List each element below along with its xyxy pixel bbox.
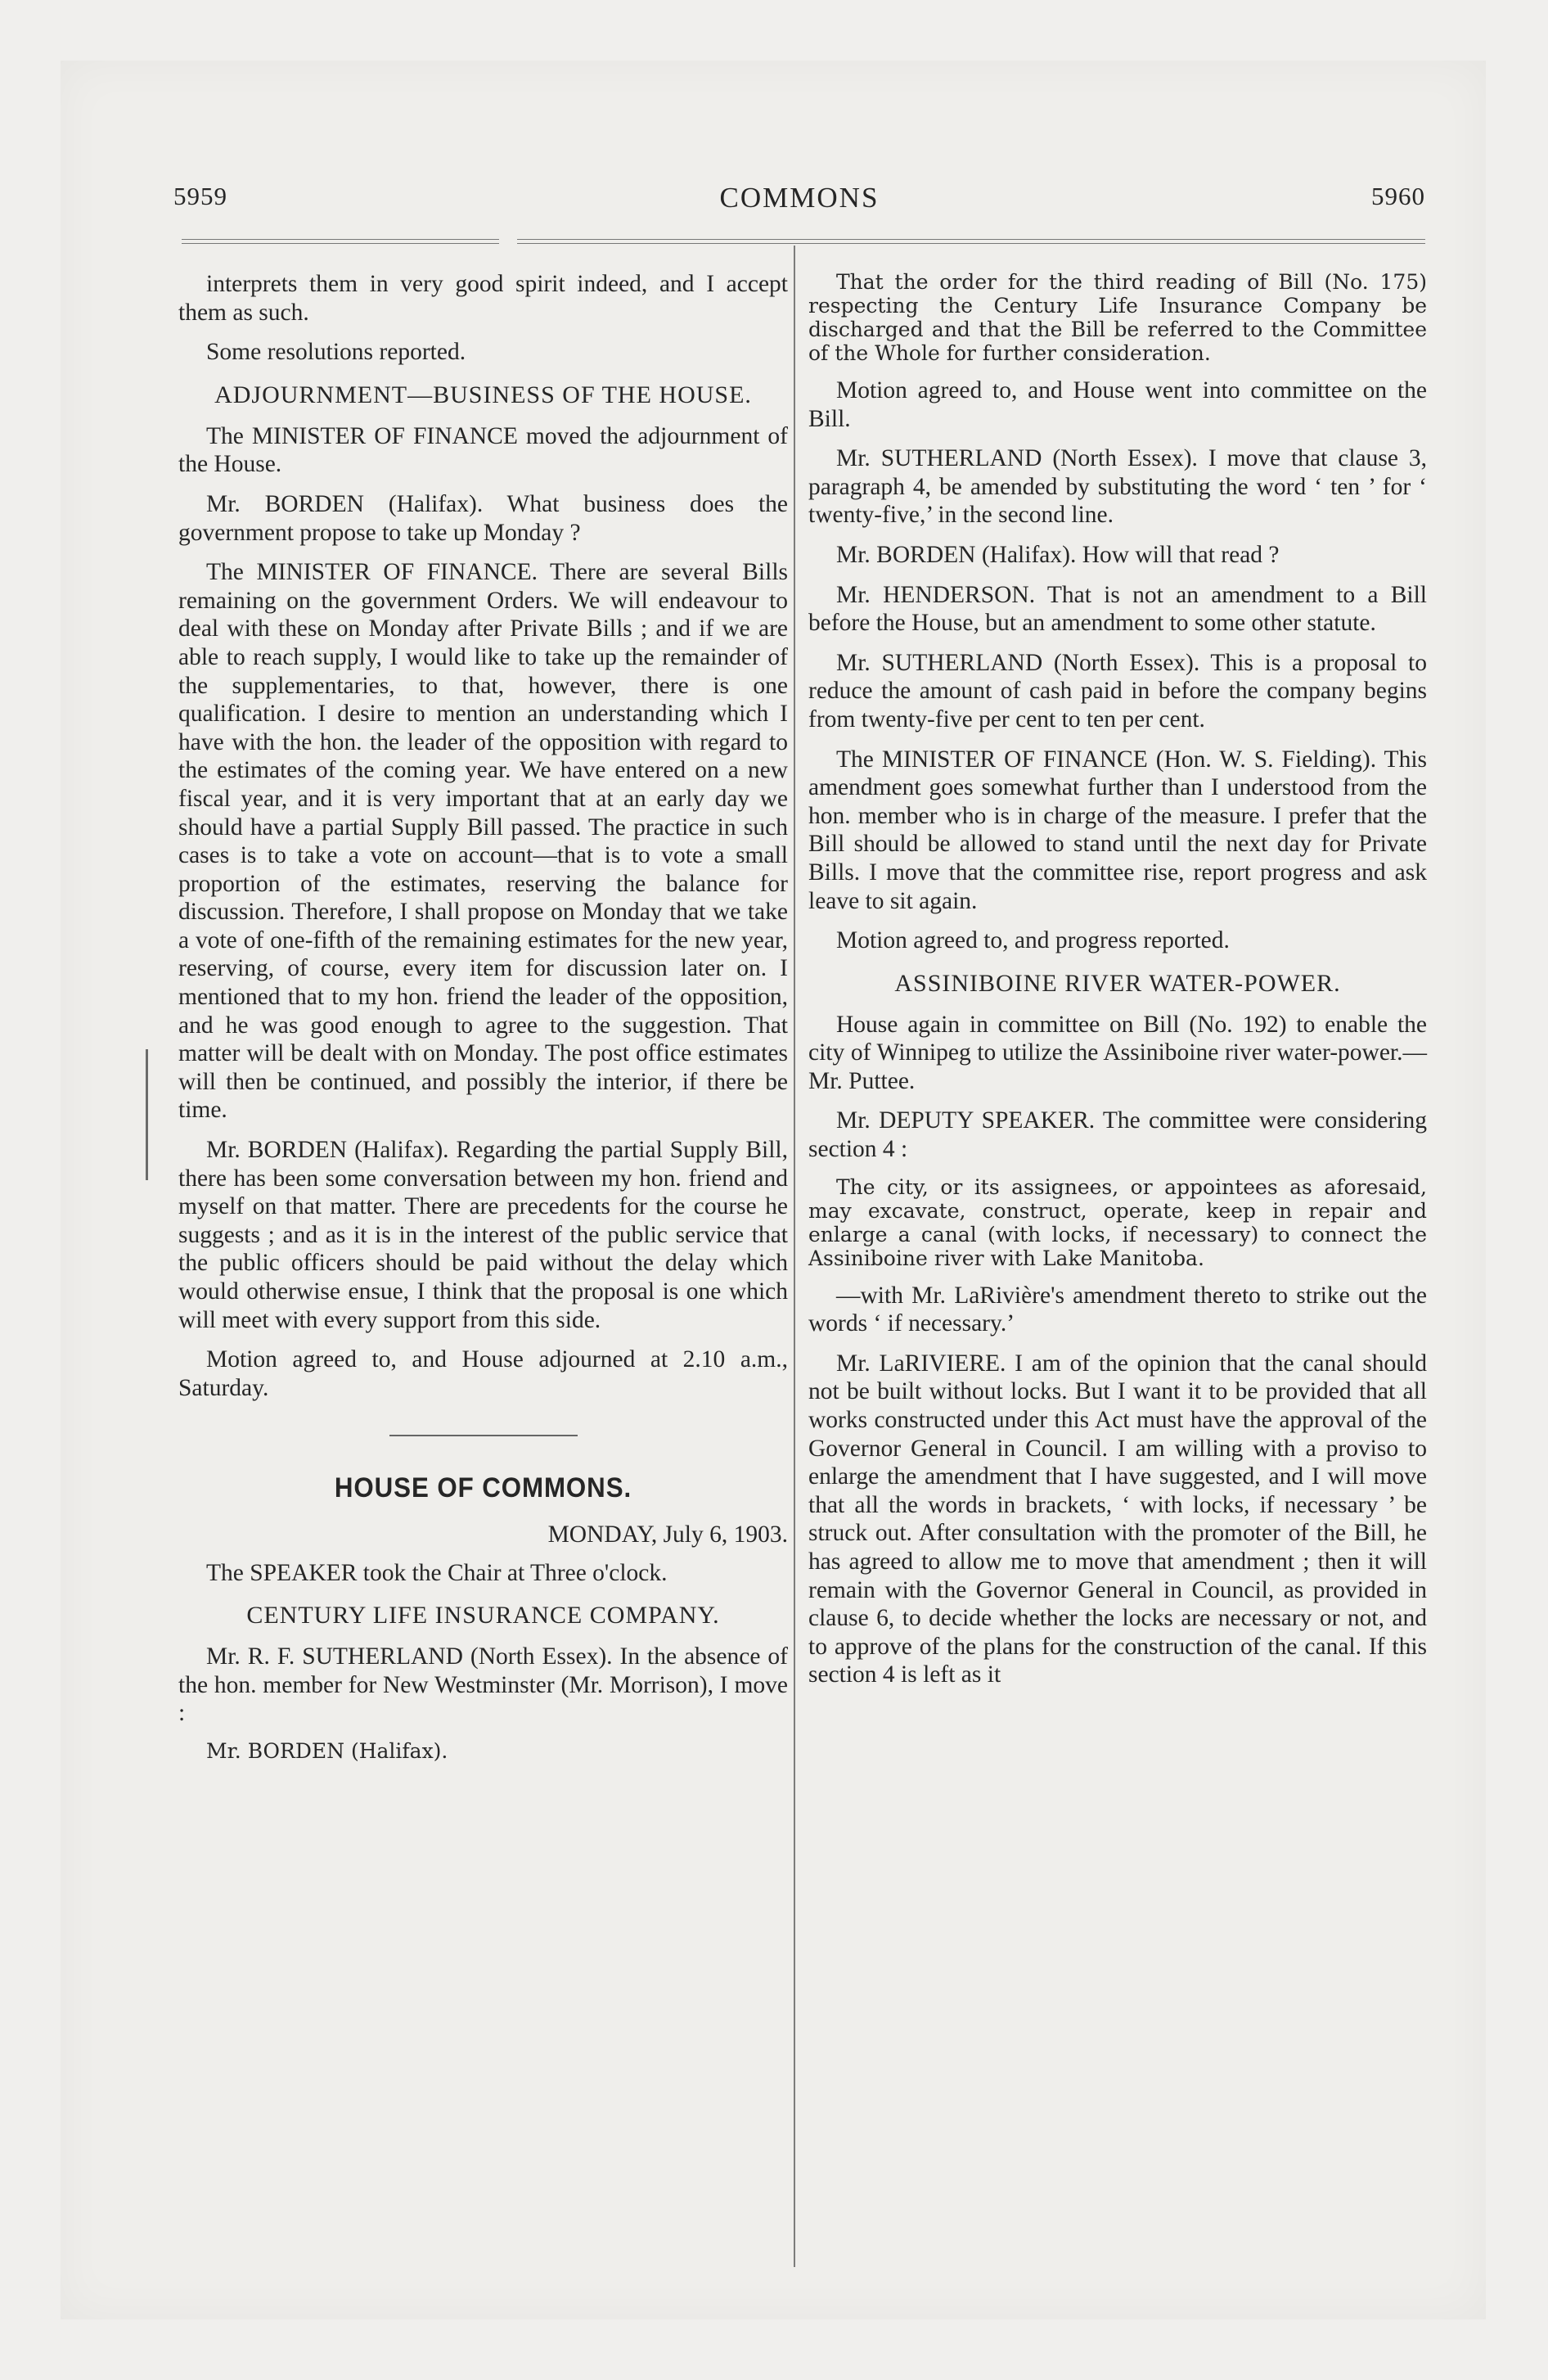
- paragraph: Motion agreed to, and House adjourned at 2.10 a.m., Saturday.: [178, 1346, 788, 1401]
- paragraph: interprets them in very good spirit indeed, and I accept them as such.: [178, 271, 788, 326]
- paragraph: The MINISTER OF FINANCE (Hon. W. S. Fielding). This amendment goes somewhat further than I understood from the hon. member who is in charge of the measure. I prefer that the Bill should be allowed to stand until the next day for Private Bills. I move that the committee rise, report progress and ask leave to sit again.: [808, 746, 1427, 914]
- right-page-number: 5960: [1371, 182, 1425, 210]
- header-rule-left: [182, 239, 499, 244]
- paragraph: Some resolutions reported.: [206, 339, 466, 366]
- paragraph: Mr. SUTHERLAND (North Essex). This is a proposal to reduce the amount of cash paid in before the company begins from twenty-five per cent to ten per cent.: [808, 649, 1427, 732]
- margin-mark: [146, 1049, 148, 1180]
- sitting-date: MONDAY, July 6, 1903.: [547, 1521, 788, 1548]
- paragraph: Mr. R. F. SUTHERLAND (North Essex). In the absence of the hon. member for New Westminster (Mr. Morrison), I move :: [178, 1643, 788, 1727]
- quoted-text: That the order for the third reading of Bill (No. 175) respecting the Century Life Insurance Company be discharged and that the Bill be referred to the Committee of the Whole for further consideration.: [808, 270, 1427, 365]
- paragraph: Motion agreed to, and House went into committee on the Bill.: [808, 377, 1427, 432]
- page-header: [173, 182, 1425, 231]
- paragraph: The MINISTER OF FINANCE moved the adjournment of the House.: [178, 422, 788, 478]
- paragraph: Mr. LaRIVIERE. I am of the opinion that the canal should not be built without locks. But I want it to be provided that all works constructed under this Act must have the approval of the Governor General in Council. I am willing with a proviso to enlarge the amendment that I have suggested, and I will move that all the words in brackets, ‘ with locks, if necessary ’ be struck out. After consultation with the promoter of the Bill, he has agreed to allow me to move that amendment ; then it will remain with the Governor General in Council, as provided in clause 6, to decide whether the locks are necessary or not, and to approve of the plans for the construction of the canal. If this section 4 is left as it: [808, 1350, 1427, 1688]
- paragraph: —with Mr. LaRivière's amendment thereto to strike out the words ‘ if necessary.’: [808, 1282, 1427, 1337]
- paragraph: The SPEAKER took the Chair at Three o'clock.: [206, 1559, 668, 1586]
- left-page-number: 5959: [173, 182, 227, 210]
- right-column: [808, 270, 1427, 1701]
- quoted-text: The city, or its assignees, or appointees as aforesaid, may excavate, construct, operate, keep in repair and enlarge a canal (with locks, if necessary) to connect the Assiniboine river with Lake Manitoba.: [808, 1174, 1427, 1270]
- paragraph: Mr. BORDEN (Halifax). What business does the government propose to take up Monday ?: [178, 490, 788, 546]
- section-heading: ASSINIBOINE RIVER WATER-POWER.: [894, 969, 1341, 997]
- left-column: [178, 270, 788, 1774]
- paragraph: House again in committee on Bill (No. 192) to enable the city of Winnipeg to utilize the Assiniboine river water-power.—Mr. Puttee.: [808, 1011, 1427, 1094]
- section-heading: ADJOURNMENT—BUSINESS OF THE HOUSE.: [214, 381, 752, 408]
- quoted-text: Mr. BORDEN (Halifax).: [206, 1738, 448, 1763]
- paragraph: Mr. BORDEN (Halifax). How will that read ?: [836, 541, 1280, 568]
- section-heading: CENTURY LIFE INSURANCE COMPANY.: [246, 1602, 720, 1629]
- paragraph: Mr. BORDEN (Halifax). Regarding the partial Supply Bill, there has been some conversation between my hon. friend and myself on that matter. There are precedents for the course he suggests ; and as it is in the interest of the public service that the public officers should be paid without the delay which would otherwise ensue, I think that the proposal is one which will meet with every support from this side.: [178, 1137, 788, 1333]
- section-rule: [389, 1435, 578, 1436]
- paragraph: Motion agreed to, and progress reported.: [836, 927, 1230, 954]
- paragraph: Mr. SUTHERLAND (North Essex). I move that clause 3, paragraph 4, be amended by substituting the word ‘ ten ’ for ‘ twenty-five,’ in the second line.: [808, 445, 1427, 529]
- column-divider: [794, 246, 795, 2267]
- paragraph: The MINISTER OF FINANCE. There are several Bills remaining on the government Orders. We will endeavour to deal with these on Monday after Private Bills ; and if we are able to reach supply, I would like to take up the remainder of the supplementaries, to that, however, there is one qualification. I desire to mention an understanding which I have with the hon. the leader of the opposition with regard to the estimates of the coming year. We have entered on a new fiscal year, and it is very important that at an early day we should have a partial Supply Bill passed. The practice in such cases is to take a vote on account—that is to vote a small proportion of the estimates, reserving the balance for discussion. Therefore, I shall propose on Monday that we take a vote of one-fifth of the remaining estimates for the new year, reserving, of course, every item for discussion later on. I mentioned that to my hon. friend the leader of the opposition, and he was good enough to agree to the suggestion. That matter will be dealt with on Monday. The post office estimates will then be continued, and possibly the interior, if there be time.: [178, 559, 788, 1124]
- paragraph: Mr. DEPUTY SPEAKER. The committee were considering section 4 :: [808, 1107, 1427, 1163]
- paragraph: Mr. HENDERSON. That is not an amendment to a Bill before the House, but an amendment to some other statute.: [808, 581, 1427, 637]
- header-rule-right: [517, 239, 1425, 244]
- running-title: COMMONS: [719, 182, 880, 214]
- house-heading: HOUSE OF COMMONS.: [334, 1472, 632, 1504]
